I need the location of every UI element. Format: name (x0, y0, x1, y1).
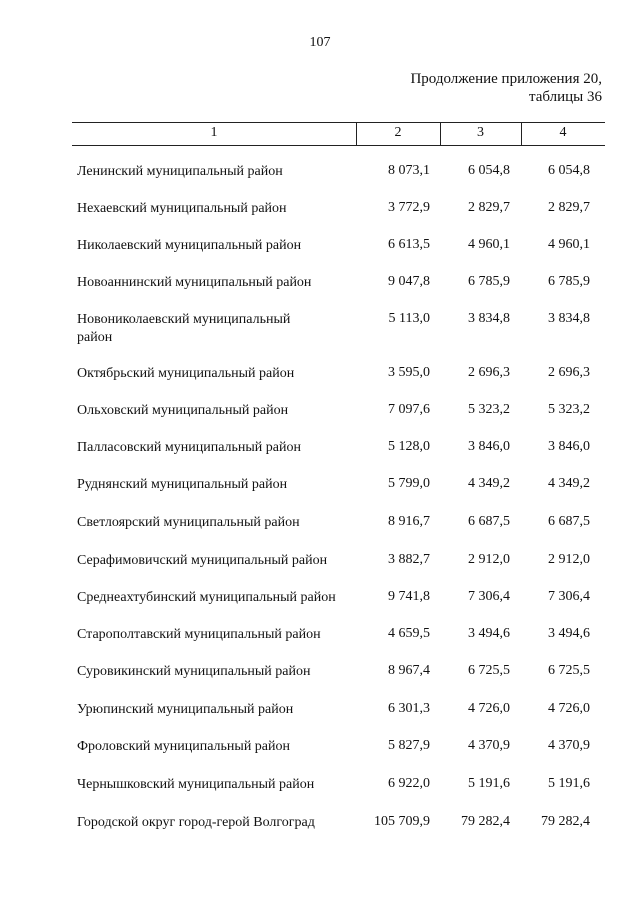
value-col-3: 2 912,0 (468, 552, 510, 567)
value-col-4: 4 349,2 (548, 476, 590, 491)
district-name: Палласовский муниципальный район (77, 440, 301, 455)
value-col-4: 79 282,4 (541, 814, 590, 829)
value-col-3: 6 054,8 (468, 163, 510, 178)
value-col-3: 5 323,2 (468, 402, 510, 417)
value-col-4: 6 785,9 (548, 274, 590, 289)
value-col-2: 9 047,8 (388, 274, 430, 289)
continuation-line-2: таблицы 36 (528, 89, 602, 105)
value-col-2: 6 922,0 (388, 776, 430, 791)
district-name: Руднянский муниципальный район (77, 477, 288, 492)
value-col-3: 4 960,1 (468, 237, 510, 252)
value-col-4: 5 191,6 (548, 776, 590, 791)
value-col-4: 2 829,7 (548, 200, 590, 215)
value-col-2: 3 595,0 (388, 365, 430, 380)
district-name: Октябрьский муниципальный район (77, 366, 295, 381)
value-col-3: 4 726,0 (468, 701, 510, 716)
value-col-2: 105 709,9 (374, 814, 430, 829)
value-col-3: 6 687,5 (468, 514, 510, 529)
district-name: Фроловский муниципальный район (77, 739, 291, 754)
header-bottom-rule (72, 145, 605, 146)
value-col-3: 6 785,9 (468, 274, 510, 289)
value-col-3: 2 696,3 (468, 365, 510, 380)
value-col-2: 3 772,9 (388, 200, 430, 215)
value-col-3: 6 725,5 (468, 663, 510, 678)
value-col-4: 6 054,8 (548, 163, 590, 178)
value-col-2: 6 301,3 (388, 701, 430, 716)
district-name: Урюпинский муниципальный район (77, 702, 294, 717)
value-col-4: 3 846,0 (548, 439, 590, 454)
district-name: Серафимовичский муниципальный район (77, 553, 328, 568)
header-top-rule (72, 122, 605, 123)
continuation-heading (410, 70, 602, 106)
value-col-2: 8 073,1 (388, 163, 430, 178)
value-col-2: 8 967,4 (388, 663, 430, 678)
district-name: Ленинский муниципальный район (77, 164, 283, 179)
page-number: 107 (309, 35, 331, 50)
district-name: Старополтавский муниципальный район (77, 627, 321, 642)
value-col-4: 3 494,6 (548, 626, 590, 641)
value-col-3: 7 306,4 (468, 589, 510, 604)
value-col-2: 7 097,6 (388, 402, 430, 417)
district-name: Николаевский муниципальный район (77, 238, 302, 253)
value-col-3: 2 829,7 (468, 200, 510, 215)
value-col-4: 4 370,9 (548, 738, 590, 753)
value-col-3: 3 834,8 (468, 311, 510, 326)
column-number-3: 3 (477, 125, 484, 140)
table-column-numbers (72, 122, 605, 146)
value-col-2: 5 827,9 (388, 738, 430, 753)
value-col-4: 2 696,3 (548, 365, 590, 380)
value-col-4: 3 834,8 (548, 311, 590, 326)
value-col-4: 7 306,4 (548, 589, 590, 604)
column-number-2: 2 (394, 125, 402, 140)
value-col-3: 3 846,0 (468, 439, 510, 454)
value-col-2: 4 659,5 (388, 626, 430, 641)
value-col-4: 6 725,5 (548, 663, 590, 678)
value-col-4: 5 323,2 (548, 402, 590, 417)
value-col-2: 6 613,5 (388, 237, 430, 252)
district-name: Городской округ город-герой Волгоград (77, 815, 315, 830)
value-col-2: 5 128,0 (388, 439, 430, 454)
value-col-3: 4 349,2 (468, 476, 510, 491)
district-name: Ольховский муниципальный район (77, 403, 289, 418)
value-col-3: 79 282,4 (461, 814, 510, 829)
district-name: Чернышковский муниципальный район (77, 777, 315, 792)
value-col-2: 5 799,0 (388, 476, 430, 491)
column-number-1: 1 (210, 125, 218, 140)
value-col-2: 9 741,8 (388, 589, 430, 604)
value-col-2: 3 882,7 (388, 552, 430, 567)
value-col-4: 4 960,1 (548, 237, 590, 252)
value-col-4: 4 726,0 (548, 701, 590, 716)
district-name: Суровикинский муниципальный район (77, 664, 311, 679)
value-col-3: 4 370,9 (468, 738, 510, 753)
district-name: Новониколаевский муниципальный район (77, 312, 291, 345)
district-name: Среднеахтубинский муниципальный район (77, 590, 336, 605)
district-name: Светлоярский муниципальный район (77, 515, 300, 530)
value-col-2: 8 916,7 (388, 514, 430, 529)
value-col-2: 5 113,0 (388, 311, 430, 326)
value-col-4: 2 912,0 (548, 552, 590, 567)
value-col-3: 5 191,6 (468, 776, 510, 791)
value-col-4: 6 687,5 (548, 514, 590, 529)
continuation-line-1: Продолжение приложения 20, (410, 71, 602, 87)
value-col-3: 3 494,6 (468, 626, 510, 641)
district-name: Новоаннинский муниципальный район (77, 275, 312, 290)
district-name: Нехаевский муниципальный район (77, 201, 287, 216)
column-number-4: 4 (559, 125, 567, 140)
